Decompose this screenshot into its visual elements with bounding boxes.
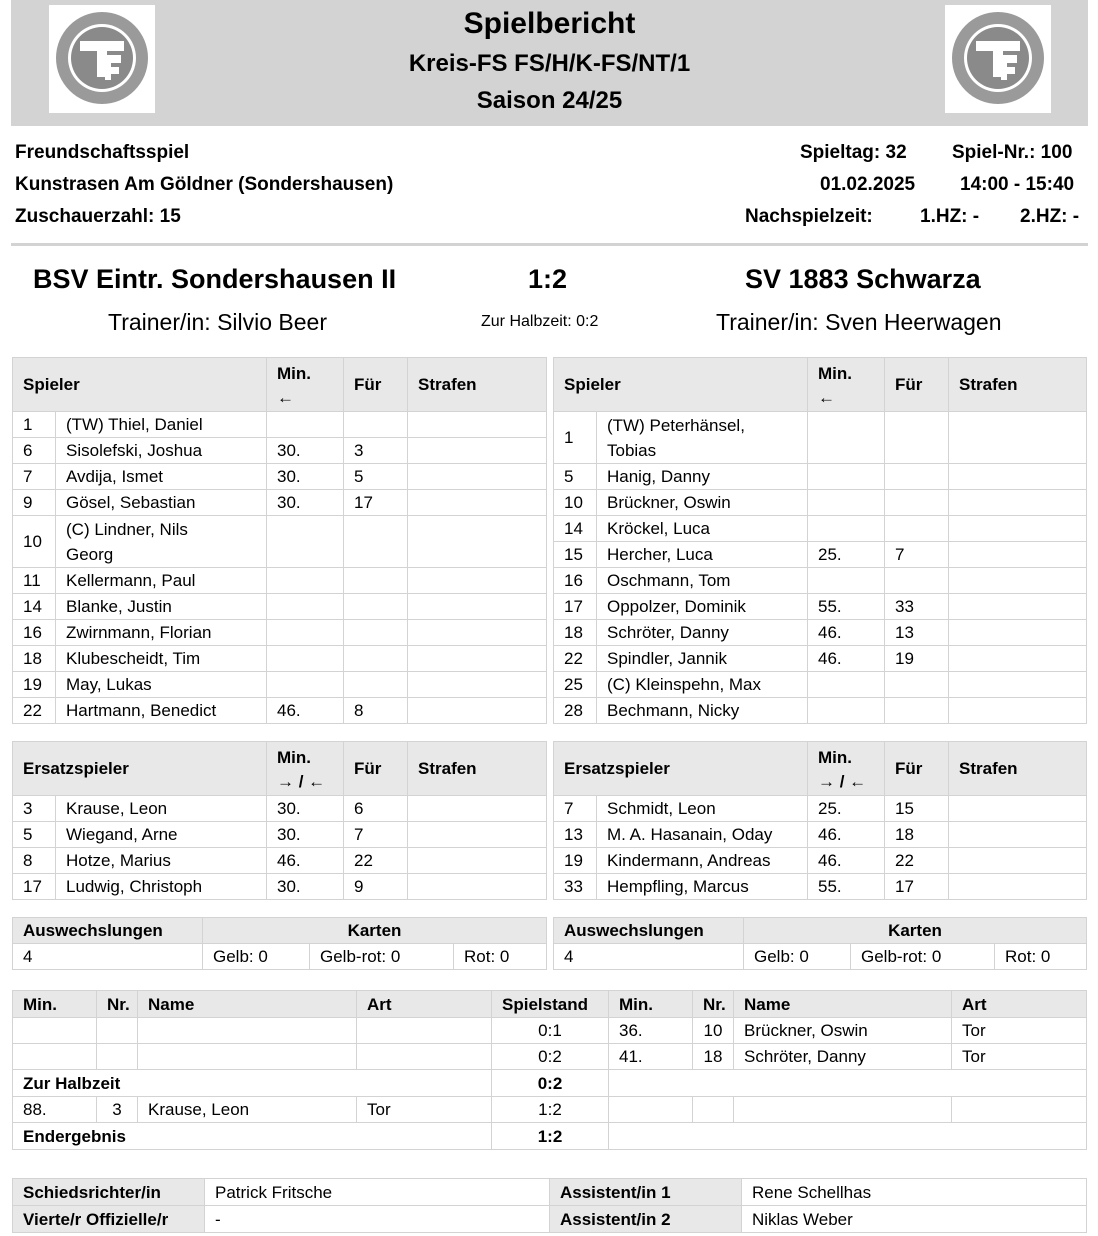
- player-minute: [808, 698, 885, 724]
- player-for: 22: [885, 848, 949, 874]
- player-name: Oppolzer, Dominik: [597, 594, 808, 620]
- report-title: Spielbericht: [463, 7, 636, 40]
- player-row: [554, 412, 1087, 464]
- player-minute: 55.: [808, 594, 885, 620]
- player-minute: [267, 412, 344, 438]
- player-number: 8: [13, 848, 56, 874]
- final-score: 1:2: [528, 264, 568, 294]
- player-number: 6: [13, 438, 56, 464]
- player-for: [885, 698, 949, 724]
- player-row: [13, 594, 547, 620]
- player-row: [13, 412, 547, 438]
- player-row: [554, 464, 1087, 490]
- event-type: Tor: [952, 1018, 1087, 1044]
- stoppage-label: Nachspielzeit:: [745, 206, 873, 227]
- for-header: Für: [885, 358, 949, 412]
- player-name: Kröckel, Luca: [597, 516, 808, 542]
- player-penalties: [949, 490, 1087, 516]
- table-header: [554, 358, 1087, 412]
- final-score-cell: 1:2: [492, 1123, 609, 1150]
- player-for: [344, 620, 408, 646]
- player-row: [13, 672, 547, 698]
- player-number: 14: [13, 594, 56, 620]
- event-type-header: Art: [952, 991, 1087, 1018]
- penalties-header: Strafen: [949, 358, 1087, 412]
- player-penalties: [408, 646, 547, 672]
- player-number: 15: [554, 542, 597, 568]
- player-minute: 30.: [267, 874, 344, 900]
- players-header: Spieler: [13, 358, 267, 412]
- match-type: Freundschaftsspiel: [15, 142, 190, 163]
- player-row: [554, 646, 1087, 672]
- player-row: [554, 568, 1087, 594]
- events-header-row: [13, 991, 1087, 1018]
- player-minute: 46.: [808, 822, 885, 848]
- player-number: 13: [554, 822, 597, 848]
- player-row: [554, 620, 1087, 646]
- stoppage-first-half: 1.HZ: -: [920, 206, 980, 227]
- events-table: [12, 990, 1087, 1150]
- report-header: [11, 0, 1088, 126]
- player-row: [554, 672, 1087, 698]
- player-for: [344, 594, 408, 620]
- event-type: Tor: [952, 1044, 1087, 1070]
- halftime-row: [13, 1070, 1087, 1097]
- player-penalties: [949, 464, 1087, 490]
- referee-name: Patrick Fritsche: [205, 1179, 550, 1206]
- player-number: 28: [554, 698, 597, 724]
- event-name: Brückner, Oswin: [734, 1018, 952, 1044]
- player-row: [13, 464, 547, 490]
- player-penalties: [949, 568, 1087, 594]
- player-number: 22: [13, 698, 56, 724]
- substitutions-count: 4: [554, 944, 744, 970]
- match-date: 01.02.2025: [820, 174, 916, 195]
- player-for: 33: [885, 594, 949, 620]
- player-row: [13, 848, 547, 874]
- for-header: Für: [344, 742, 408, 796]
- player-for: 5: [344, 464, 408, 490]
- player-name: Bechmann, Nicky: [597, 698, 808, 724]
- yellow-cards: Gelb: 0: [744, 944, 851, 970]
- home-team: BSV Eintr. Sondershausen II: [33, 264, 397, 294]
- away-summary-table: [553, 917, 1087, 970]
- player-penalties: [949, 542, 1087, 568]
- player-minute: 46.: [267, 848, 344, 874]
- player-number: 11: [13, 568, 56, 594]
- player-name: May, Lukas: [56, 672, 267, 698]
- player-minute: 30.: [267, 822, 344, 848]
- for-header: Für: [885, 742, 949, 796]
- player-row: [13, 438, 547, 464]
- player-name: Kellermann, Paul: [56, 568, 267, 594]
- player-minute: [267, 594, 344, 620]
- player-name: Schröter, Danny: [597, 620, 808, 646]
- divider: [11, 243, 1088, 246]
- player-number: 18: [13, 646, 56, 672]
- player-for: [344, 672, 408, 698]
- cards-header: Karten: [744, 918, 1087, 944]
- yellow-red-cards: Gelb-rot: 0: [310, 944, 454, 970]
- player-name: Avdija, Ismet: [56, 464, 267, 490]
- player-name: Gösel, Sebastian: [56, 490, 267, 516]
- match-time: 14:00 - 15:40: [960, 174, 1075, 195]
- player-name: (TW) Thiel, Daniel: [56, 412, 267, 438]
- player-row: [13, 646, 547, 672]
- player-name: Oschmann, Tom: [597, 568, 808, 594]
- red-cards: Rot: 0: [454, 944, 547, 970]
- player-row: [554, 874, 1087, 900]
- penalties-header: Strafen: [949, 742, 1087, 796]
- player-row: [13, 822, 547, 848]
- player-minute: 46.: [808, 848, 885, 874]
- event-nr: 3: [97, 1097, 138, 1123]
- player-penalties: [408, 516, 547, 568]
- fourth-official-name: -: [205, 1206, 550, 1233]
- player-for: 7: [885, 542, 949, 568]
- player-penalties: [408, 438, 547, 464]
- event-min-header: Min.: [13, 991, 97, 1018]
- player-for: 7: [344, 822, 408, 848]
- min-header: Min. → / ←: [267, 742, 344, 796]
- player-number: 19: [554, 848, 597, 874]
- player-minute: 46.: [808, 620, 885, 646]
- event-type-header: Art: [357, 991, 492, 1018]
- player-minute: [808, 464, 885, 490]
- event-min: 88.: [13, 1097, 97, 1123]
- halftime-score-cell: 0:2: [492, 1070, 609, 1097]
- player-minute: 30.: [267, 490, 344, 516]
- player-for: 3: [344, 438, 408, 464]
- final-row: [13, 1123, 1087, 1150]
- player-for: [885, 412, 949, 464]
- player-for: [885, 464, 949, 490]
- player-row: [13, 516, 547, 568]
- halftime-label: Zur Halbzeit: [13, 1070, 492, 1097]
- player-penalties: [408, 822, 547, 848]
- player-row: [554, 698, 1087, 724]
- yellow-red-cards: Gelb-rot: 0: [851, 944, 995, 970]
- assistant1-name: Rene Schellhas: [742, 1179, 1087, 1206]
- player-penalties: [949, 796, 1087, 822]
- player-name: Brückner, Oswin: [597, 490, 808, 516]
- final-label: Endergebnis: [13, 1123, 492, 1150]
- player-name: Zwirnmann, Florian: [56, 620, 267, 646]
- player-minute: 30.: [267, 438, 344, 464]
- player-row: [13, 568, 547, 594]
- player-minute: 30.: [267, 464, 344, 490]
- event-name-header: Name: [734, 991, 952, 1018]
- player-for: 6: [344, 796, 408, 822]
- player-for: 17: [885, 874, 949, 900]
- player-name: (C) Kleinspehn, Max: [597, 672, 808, 698]
- player-number: 33: [554, 874, 597, 900]
- player-minute: [808, 568, 885, 594]
- player-number: 5: [13, 822, 56, 848]
- event-nr-header: Nr.: [693, 991, 734, 1018]
- player-name: Ludwig, Christoph: [56, 874, 267, 900]
- referee-label: Schiedsrichter/in: [13, 1179, 205, 1206]
- player-penalties: [408, 848, 547, 874]
- player-penalties: [949, 874, 1087, 900]
- player-penalties: [408, 672, 547, 698]
- player-name: Hotze, Marius: [56, 848, 267, 874]
- player-minute: [267, 646, 344, 672]
- season: Saison 24/25: [476, 87, 623, 114]
- event-score: 0:2: [492, 1044, 609, 1070]
- player-row: [554, 594, 1087, 620]
- player-number: 7: [13, 464, 56, 490]
- player-minute: 25.: [808, 796, 885, 822]
- player-penalties: [949, 822, 1087, 848]
- event-name-header: Name: [138, 991, 357, 1018]
- event-name: Schröter, Danny: [734, 1044, 952, 1070]
- player-number: 9: [13, 490, 56, 516]
- player-number: 17: [554, 594, 597, 620]
- event-nr: 10: [693, 1018, 734, 1044]
- cards-header: Karten: [203, 918, 547, 944]
- player-for: [885, 490, 949, 516]
- player-penalties: [408, 874, 547, 900]
- player-row: [13, 620, 547, 646]
- player-penalties: [408, 594, 547, 620]
- penalties-header: Strafen: [408, 742, 547, 796]
- player-number: 5: [554, 464, 597, 490]
- player-name: Spindler, Jannik: [597, 646, 808, 672]
- player-for: 9: [344, 874, 408, 900]
- away-trainer: Trainer/in: Sven Heerwagen: [716, 309, 1002, 335]
- table-header: [554, 742, 1087, 796]
- player-minute: 46.: [267, 698, 344, 724]
- player-minute: [808, 672, 885, 698]
- player-minute: 55.: [808, 874, 885, 900]
- spectators: Zuschauerzahl: 15: [15, 206, 181, 227]
- player-row: [13, 796, 547, 822]
- player-number: 1: [13, 412, 56, 438]
- player-name: (TW) Peterhänsel, Tobias: [597, 412, 808, 464]
- player-penalties: [949, 412, 1087, 464]
- player-for: [885, 516, 949, 542]
- matchday: Spieltag: 32: [800, 142, 907, 163]
- player-number: 16: [13, 620, 56, 646]
- player-for: [344, 516, 408, 568]
- event-score: 0:1: [492, 1018, 609, 1044]
- player-number: 1: [554, 412, 597, 464]
- player-minute: [808, 490, 885, 516]
- player-name: M. A. Hasanain, Oday: [597, 822, 808, 848]
- assistant2-label: Assistent/in 2: [550, 1206, 742, 1233]
- player-name: Krause, Leon: [56, 796, 267, 822]
- halftime-score: Zur Halbzeit: 0:2: [481, 313, 599, 330]
- player-name: Sisolefski, Joshua: [56, 438, 267, 464]
- away-lineup-table: [553, 357, 1087, 724]
- player-for: 18: [885, 822, 949, 848]
- player-name: Wiegand, Arne: [56, 822, 267, 848]
- player-row: [554, 848, 1087, 874]
- player-penalties: [408, 796, 547, 822]
- player-minute: 46.: [808, 646, 885, 672]
- player-name: Kindermann, Andreas: [597, 848, 808, 874]
- player-row: [554, 490, 1087, 516]
- player-for: 17: [344, 490, 408, 516]
- stoppage-second-half: 2.HZ: -: [1020, 206, 1080, 227]
- min-header: Min. ←: [808, 358, 885, 412]
- player-row: [13, 698, 547, 724]
- assistant1-label: Assistent/in 1: [550, 1179, 742, 1206]
- match-number: Spiel-Nr.: 100: [952, 142, 1073, 163]
- fourth-official-label: Vierte/r Offizielle/r: [13, 1206, 205, 1233]
- player-for: [885, 568, 949, 594]
- player-number: 10: [554, 490, 597, 516]
- player-name: Schmidt, Leon: [597, 796, 808, 822]
- player-minute: [267, 568, 344, 594]
- player-name: Klubescheidt, Tim: [56, 646, 267, 672]
- player-number: 18: [554, 620, 597, 646]
- event-min: 41.: [609, 1044, 693, 1070]
- event-row: [13, 1097, 1087, 1123]
- player-penalties: [408, 620, 547, 646]
- player-penalties: [408, 568, 547, 594]
- player-minute: 25.: [808, 542, 885, 568]
- home-trainer: Trainer/in: Silvio Beer: [108, 309, 328, 335]
- subs-header: Ersatzspieler: [554, 742, 808, 796]
- event-score: 1:2: [492, 1097, 609, 1123]
- event-row: [13, 1018, 1087, 1044]
- player-minute: [267, 620, 344, 646]
- player-number: 19: [13, 672, 56, 698]
- player-name: Hercher, Luca: [597, 542, 808, 568]
- table-header: [13, 742, 547, 796]
- player-for: 19: [885, 646, 949, 672]
- player-minute: [267, 516, 344, 568]
- event-min: 36.: [609, 1018, 693, 1044]
- player-row: [13, 874, 547, 900]
- player-penalties: [408, 698, 547, 724]
- substitutions-count: 4: [13, 944, 203, 970]
- player-penalties: [949, 848, 1087, 874]
- venue: Kunstrasen Am Göldner (Sondershausen): [15, 174, 394, 195]
- player-number: 25: [554, 672, 597, 698]
- league-name: Kreis-FS FS/H/K-FS/NT/1: [408, 50, 691, 77]
- event-type: Tor: [357, 1097, 492, 1123]
- player-name: Hartmann, Benedict: [56, 698, 267, 724]
- event-name: Krause, Leon: [138, 1097, 357, 1123]
- player-number: 10: [13, 516, 56, 568]
- home-summary-table: [12, 917, 547, 970]
- event-min-header: Min.: [609, 991, 693, 1018]
- player-name: Hanig, Danny: [597, 464, 808, 490]
- player-number: 3: [13, 796, 56, 822]
- player-number: 22: [554, 646, 597, 672]
- subs-header: Ersatzspieler: [13, 742, 267, 796]
- player-row: [554, 542, 1087, 568]
- min-header: Min. → / ←: [808, 742, 885, 796]
- player-number: 7: [554, 796, 597, 822]
- player-for: 13: [885, 620, 949, 646]
- assistant2-name: Niklas Weber: [742, 1206, 1087, 1233]
- red-cards: Rot: 0: [995, 944, 1087, 970]
- player-penalties: [949, 698, 1087, 724]
- away-team: SV 1883 Schwarza: [745, 264, 981, 294]
- home-subs-table: [12, 741, 547, 900]
- player-name: Blanke, Justin: [56, 594, 267, 620]
- substitutions-header: Auswechslungen: [554, 918, 744, 944]
- players-header: Spieler: [554, 358, 808, 412]
- player-row: [13, 490, 547, 516]
- player-minute: [808, 516, 885, 542]
- yellow-cards: Gelb: 0: [203, 944, 310, 970]
- player-penalties: [949, 516, 1087, 542]
- substitutions-header: Auswechslungen: [13, 918, 203, 944]
- player-penalties: [949, 646, 1087, 672]
- event-score-header: Spielstand: [492, 991, 609, 1018]
- player-minute: [808, 412, 885, 464]
- player-number: 16: [554, 568, 597, 594]
- player-for: 8: [344, 698, 408, 724]
- event-nr: 18: [693, 1044, 734, 1070]
- min-header: Min. ←: [267, 358, 344, 412]
- player-penalties: [949, 594, 1087, 620]
- away-subs-table: [553, 741, 1087, 900]
- player-penalties: [949, 672, 1087, 698]
- table-header: [13, 358, 547, 412]
- player-penalties: [949, 620, 1087, 646]
- player-row: [554, 796, 1087, 822]
- home-lineup-table: [12, 357, 547, 724]
- event-row: [13, 1044, 1087, 1070]
- player-penalties: [408, 412, 547, 438]
- player-name: Hempfling, Marcus: [597, 874, 808, 900]
- player-row: [554, 822, 1087, 848]
- player-penalties: [408, 464, 547, 490]
- penalties-header: Strafen: [408, 358, 547, 412]
- player-for: 15: [885, 796, 949, 822]
- player-penalties: [408, 490, 547, 516]
- event-nr-header: Nr.: [97, 991, 138, 1018]
- officials-table: [12, 1178, 1087, 1233]
- player-for: [885, 672, 949, 698]
- player-row: [554, 516, 1087, 542]
- player-for: [344, 412, 408, 438]
- player-number: 14: [554, 516, 597, 542]
- player-minute: 30.: [267, 796, 344, 822]
- player-minute: [267, 672, 344, 698]
- player-for: [344, 646, 408, 672]
- player-number: 17: [13, 874, 56, 900]
- player-for: 22: [344, 848, 408, 874]
- player-name: (C) Lindner, Nils Georg: [56, 516, 267, 568]
- player-for: [344, 568, 408, 594]
- for-header: Für: [344, 358, 408, 412]
